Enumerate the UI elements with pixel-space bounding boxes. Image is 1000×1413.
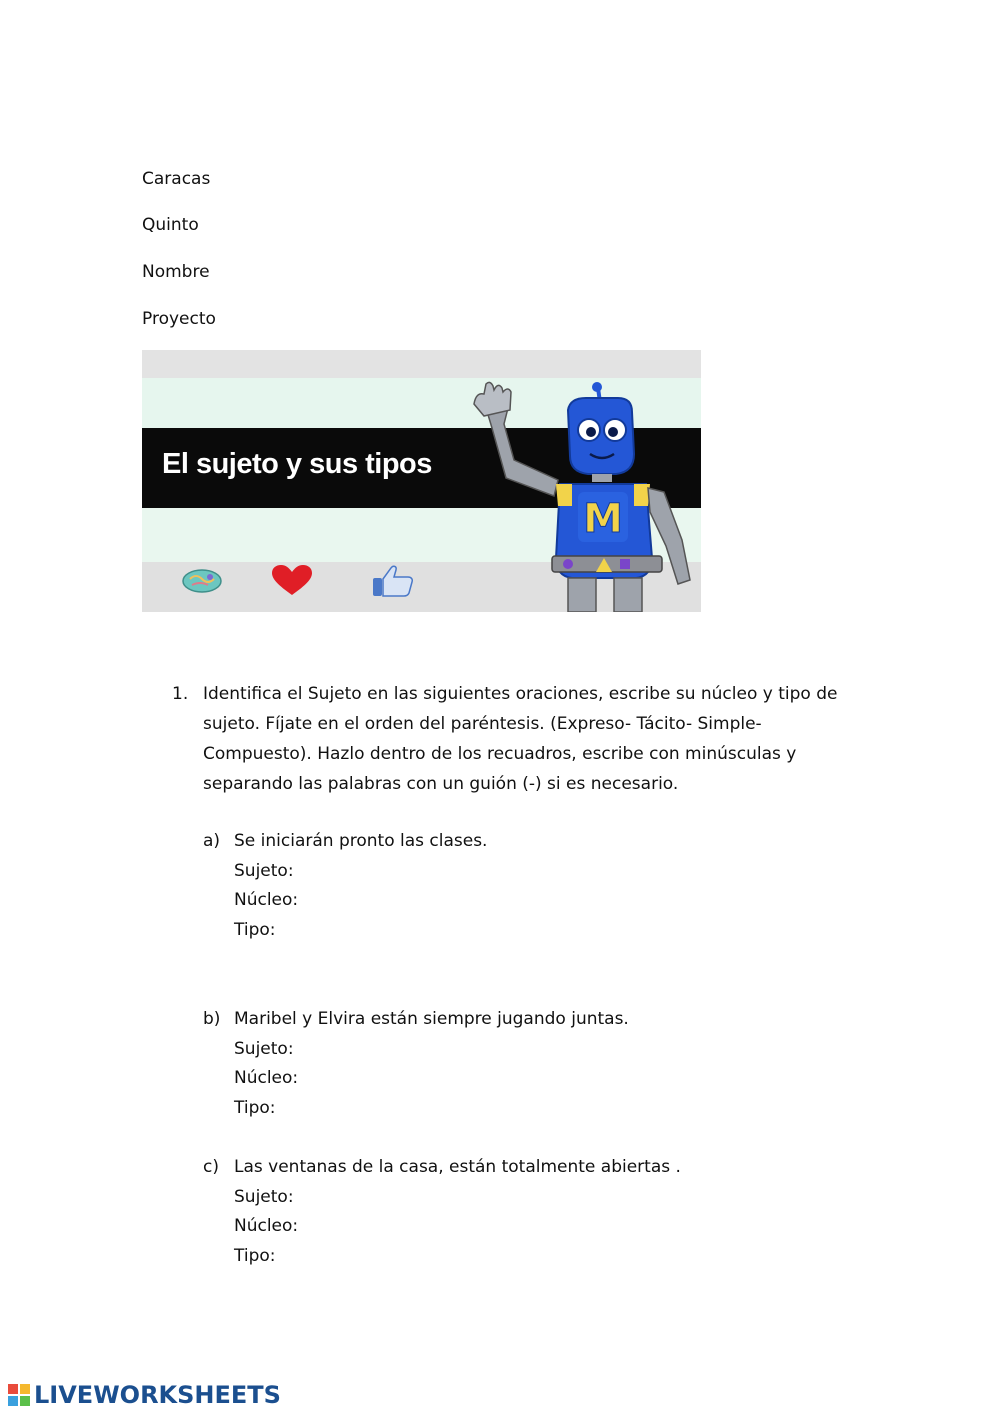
type-label: Tipo:: [234, 919, 276, 940]
brain-icon: [180, 564, 224, 596]
heart-icon: [270, 564, 314, 598]
item-letter: b): [203, 1009, 221, 1029]
subject-label: Sujeto:: [234, 860, 294, 881]
question-1: [172, 679, 862, 799]
banner-image: [142, 350, 701, 612]
nucleus-label: Núcleo:: [234, 1068, 299, 1088]
thumbs-up-icon: [370, 564, 416, 598]
header-city: Caracas: [142, 169, 211, 189]
exercise-item-b: [203, 1005, 629, 1123]
item-sentence: Maribel y Elvira están siempre jugando juntas.: [234, 1009, 629, 1029]
item-sentence: Se iniciarán pronto las clases.: [234, 831, 488, 851]
item-letter: a): [203, 831, 221, 851]
nucleus-label: Núcleo:: [234, 1216, 299, 1236]
question-text: Identifica el Sujeto en las siguientes oraciones, escribe su núcleo y tipo de sujeto. Fíjate en el orden del paréntesis. (Expreso- Tácito- Simple- Compuesto). Hazlo dentro de los recuadros, escribe con minúsculas y separando las palabras con un guión (-) si es necesario.: [203, 684, 838, 794]
exercise-item-c: [203, 1153, 681, 1271]
item-sentence: Las ventanas de la casa, están totalmente abiertas .: [234, 1157, 681, 1177]
nucleus-label: Núcleo:: [234, 890, 299, 910]
banner-title: El sujeto y sus tipos: [162, 448, 432, 480]
subject-label: Sujeto:: [234, 1038, 294, 1059]
liveworksheets-blocks-icon: [8, 1384, 30, 1406]
banner-top-strip: [142, 350, 701, 378]
exercise-item-a: [203, 827, 487, 945]
liveworksheets-logo[interactable]: [8, 1382, 281, 1408]
item-letter: c): [203, 1157, 219, 1177]
type-label: Tipo:: [234, 1097, 276, 1118]
type-label: Tipo:: [234, 1245, 276, 1266]
footer-brand: LIVEWORKSHEETS: [34, 1381, 281, 1409]
robot-mascot: [468, 380, 701, 612]
header-grade: Quinto: [142, 215, 199, 235]
subject-label: Sujeto:: [234, 1186, 294, 1207]
robot-chest-letter: M: [583, 496, 623, 542]
question-number: 1.: [172, 684, 189, 704]
header-project-label: Proyecto: [142, 309, 216, 329]
header-name-label: Nombre: [142, 262, 210, 282]
